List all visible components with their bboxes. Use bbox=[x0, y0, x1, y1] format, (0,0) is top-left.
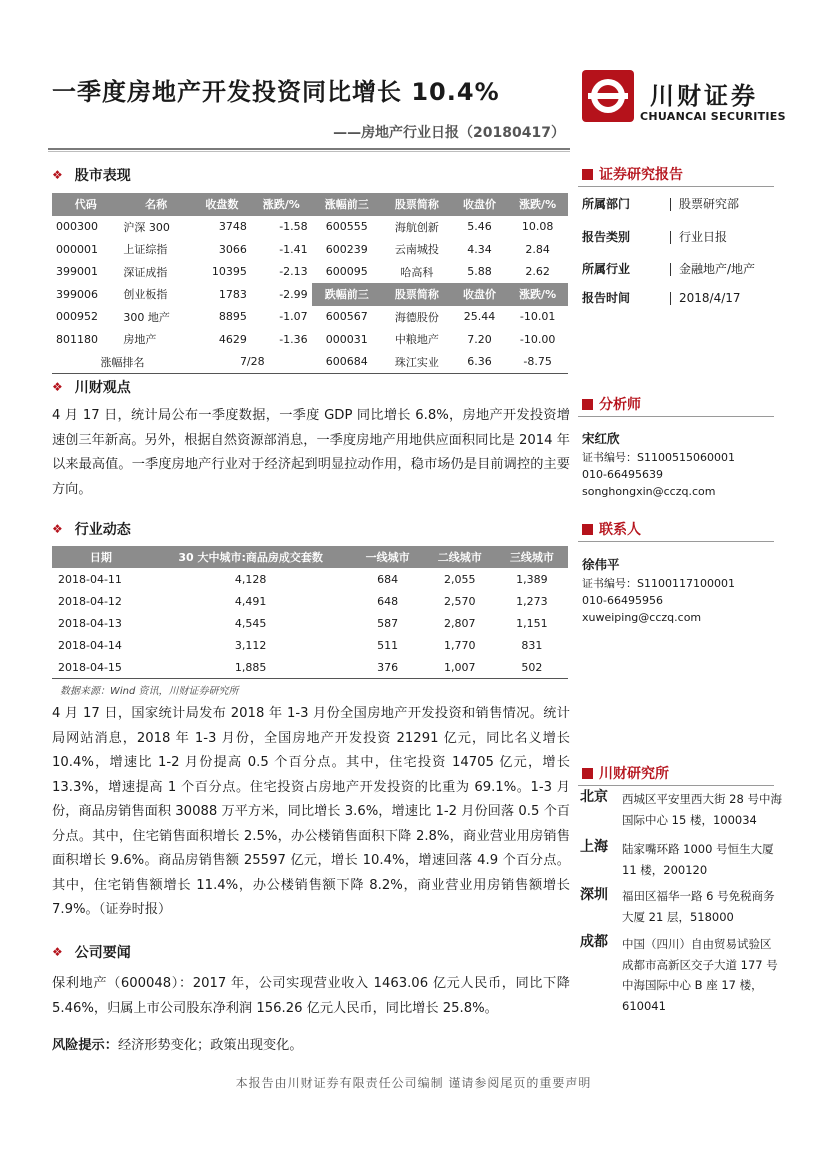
chuancai-logo-icon bbox=[582, 70, 634, 122]
index-name: 深证成指 bbox=[123, 265, 168, 279]
meta-value: 2018/4/17 bbox=[670, 292, 741, 305]
index-change: -1.41 bbox=[279, 242, 308, 256]
table-row bbox=[52, 351, 568, 374]
col-header: 名称 bbox=[119, 193, 193, 216]
section-company-title: 公司要闻 bbox=[74, 945, 131, 961]
sidebar-section-institute-title: 川财研究所 bbox=[599, 766, 669, 782]
col-header: 三线城市 bbox=[496, 546, 568, 568]
index-close: 3748 bbox=[218, 220, 247, 234]
tier2-cell: 2,807 bbox=[443, 616, 476, 630]
meta-value: 金融地产/地产 bbox=[670, 263, 755, 276]
data-source-note: 数据来源：Wind 资讯，川财证券研究所 bbox=[60, 686, 239, 697]
col-header: 涨跌/% bbox=[507, 193, 568, 216]
risk-label: 风险提示： bbox=[52, 1038, 118, 1053]
analyst-phone: 010-66495639 bbox=[582, 468, 663, 481]
square-bullet-icon bbox=[582, 169, 593, 180]
view-paragraph: 4 月 17 日，统计局公布一季度数据，一季度 GDP 同比增长 6.8%，房地产开发投资增速创三年新高。另外，根据自然资源部消息，一季度房地产用地供应面积同比是 2014 年以来最高值。一季度房地产行业对于经济起到明显拉动作用，稳市场仍是目前调控的主要方向。 bbox=[52, 408, 570, 497]
loser-name: 珠江实业 bbox=[394, 355, 439, 369]
loser-name: 中粮地产 bbox=[394, 333, 439, 347]
tier1-cell: 376 bbox=[377, 660, 399, 674]
analyst-cert: 证书编号：S1100515060001 bbox=[582, 451, 735, 464]
index-change: -2.99 bbox=[279, 287, 308, 301]
col-header: 30 大中城市:商品房成交套数 bbox=[150, 546, 352, 568]
gainer-name: 哈高科 bbox=[400, 265, 434, 279]
section-view-title: 川财观点 bbox=[74, 380, 131, 396]
index-close: 8895 bbox=[218, 310, 247, 324]
date-cell: 2018-04-11 bbox=[58, 572, 122, 586]
gainer-code: 600555 bbox=[325, 220, 368, 234]
tier1-cell: 648 bbox=[377, 594, 399, 608]
date-cell: 2018-04-15 bbox=[58, 660, 122, 674]
tier1-cell: 684 bbox=[377, 572, 399, 586]
office-address: 中国（四川）自由贸易试验区成都市高新区交子大道 177 号中海国际中心 B 座 17 楼，610041 bbox=[622, 937, 778, 1013]
col-header: 收盘数 bbox=[193, 193, 251, 216]
meta-label: 所属行业 bbox=[582, 262, 631, 276]
col-header: 涨跌/% bbox=[251, 193, 312, 216]
gainer-change: 2.62 bbox=[525, 265, 550, 279]
total-cell: 3,112 bbox=[234, 638, 267, 652]
loser-change: -8.75 bbox=[523, 355, 552, 369]
section-view bbox=[52, 377, 131, 397]
index-code: 801180 bbox=[56, 332, 98, 346]
meta-label: 所属部门 bbox=[582, 197, 631, 211]
loser-name: 海德股份 bbox=[394, 310, 439, 324]
square-bullet-icon bbox=[582, 768, 593, 779]
market-table bbox=[52, 193, 568, 374]
gainer-change: 10.08 bbox=[521, 220, 554, 234]
index-close: 10395 bbox=[211, 265, 247, 279]
office-city: 成都 bbox=[580, 934, 608, 950]
total-cell: 4,491 bbox=[234, 594, 267, 608]
industry-news-paragraph: 4 月 17 日，国家统计局发布 2018 年 1-3 月份全国房地产开发投资和销售情况。统计局网站消息，2018 年 1-3 月份，全国房地产开发投资 21291 亿元，同比名义增长 10.4%，增速比 1-2 月份提高 0.5 个百分点。其中，住宅投资 14705 亿元，增长 13.3%，增速提高 1 个百分点。住宅投资占房地产开发投资的比重为 69.1%。1-3 月份，商品房销售面积 30088 万平方米，同比增长 3.6%，增速比 1-2 月份回落 0.5 个百分点。其中，住宅销售面积增长 2.5%，办公楼销售面积下降 2.8%，商业营业用房销售面积增长 9.6%。商品房销售额 25597 亿元，增长 10.4%，增速回落 4.9 个百分点。其中，住宅销售额增长 11.4%，办公楼销售额下降 8.2%，商业营业用房销售额增长 7.9%。（证券时报） bbox=[52, 706, 570, 917]
index-code: 000300 bbox=[56, 220, 98, 234]
loser-code: 600684 bbox=[325, 355, 368, 369]
diamond-bullet-icon: ❖ bbox=[52, 168, 63, 182]
tier2-cell: 1,770 bbox=[443, 638, 476, 652]
analyst-name: 宋红欣 bbox=[582, 431, 620, 446]
table-row bbox=[52, 306, 568, 329]
sidebar-section-contact bbox=[582, 519, 641, 539]
tier2-cell: 2,570 bbox=[443, 594, 476, 608]
risk-note bbox=[52, 1034, 303, 1053]
contact-phone: 010-66495956 bbox=[582, 594, 663, 607]
gainer-name: 云南城投 bbox=[394, 243, 439, 257]
square-bullet-icon bbox=[582, 399, 593, 410]
col-header: 日期 bbox=[52, 546, 150, 568]
tier2-cell: 1,007 bbox=[443, 660, 476, 674]
contact-card bbox=[582, 556, 735, 626]
tier3-cell: 502 bbox=[521, 660, 543, 674]
index-name: 300 地产 bbox=[123, 310, 170, 324]
table-row bbox=[52, 656, 568, 679]
sidebar-section-institute bbox=[582, 763, 669, 783]
sidebar-section-analyst-title: 分析师 bbox=[599, 397, 641, 413]
col-header: 一线城市 bbox=[352, 546, 424, 568]
section-market bbox=[52, 165, 131, 185]
sidebar-section-report bbox=[582, 164, 683, 184]
footer-disclaimer: 本报告由川财证券有限责任公司编制 谨请参阅尾页的重要声明 bbox=[235, 1076, 592, 1090]
date-cell: 2018-04-13 bbox=[58, 616, 122, 630]
office-city: 上海 bbox=[580, 839, 608, 855]
col-header: 收盘价 bbox=[452, 193, 507, 216]
meta-value: 行业日报 bbox=[670, 231, 727, 244]
index-close: 4629 bbox=[218, 332, 247, 346]
square-bullet-icon bbox=[582, 524, 593, 535]
table-row bbox=[52, 612, 568, 634]
gainer-code: 600095 bbox=[325, 265, 368, 279]
index-close: 1783 bbox=[218, 287, 247, 301]
title-divider bbox=[48, 148, 570, 150]
tier1-cell: 511 bbox=[377, 638, 399, 652]
total-cell: 4,545 bbox=[234, 616, 267, 630]
sidebar-divider bbox=[578, 541, 774, 542]
rank-label: 涨幅排名 bbox=[100, 355, 145, 369]
index-close: 3066 bbox=[218, 242, 247, 256]
sidebar-section-report-title: 证券研究报告 bbox=[599, 167, 683, 183]
loser-price: 6.36 bbox=[467, 355, 492, 369]
table-row bbox=[52, 590, 568, 612]
col-header: 股票简称 bbox=[382, 283, 452, 306]
table-row bbox=[52, 216, 568, 239]
tier2-cell: 2,055 bbox=[443, 572, 476, 586]
index-code: 000001 bbox=[56, 242, 98, 256]
loser-change: -10.00 bbox=[519, 332, 556, 346]
loser-code: 600567 bbox=[325, 310, 368, 324]
sidebar-section-contact-title: 联系人 bbox=[599, 522, 641, 538]
loser-change: -10.01 bbox=[519, 310, 556, 324]
logo-english-name: CHUANCAI SECURITIES bbox=[640, 110, 786, 123]
gainer-price: 5.46 bbox=[467, 220, 492, 234]
logo-chinese-name: 川财证券 bbox=[650, 82, 758, 110]
section-industry-title: 行业动态 bbox=[74, 522, 131, 538]
index-change: -1.07 bbox=[279, 310, 308, 324]
index-change: -1.58 bbox=[279, 220, 308, 234]
office-address: 福田区福华一路 6 号免税商务大厦 21 层，518000 bbox=[622, 889, 775, 924]
contact-name: 徐伟平 bbox=[582, 557, 620, 572]
gainer-name: 海航创新 bbox=[394, 220, 439, 234]
loser-price: 7.20 bbox=[467, 332, 492, 346]
industry-table bbox=[52, 546, 568, 679]
tier3-cell: 1,273 bbox=[516, 594, 548, 608]
table-row bbox=[52, 238, 568, 261]
date-cell: 2018-04-14 bbox=[58, 638, 122, 652]
table-row bbox=[52, 261, 568, 284]
index-name: 房地产 bbox=[123, 333, 157, 347]
loser-code: 000031 bbox=[325, 332, 368, 346]
contact-cert: 证书编号：S1100117100001 bbox=[582, 577, 735, 590]
table-row bbox=[52, 283, 568, 306]
loser-price: 25.44 bbox=[463, 310, 496, 324]
office-city: 深圳 bbox=[580, 887, 608, 903]
index-name: 创业板指 bbox=[123, 288, 168, 302]
tier3-cell: 831 bbox=[521, 638, 543, 652]
tier3-cell: 1,389 bbox=[516, 572, 548, 586]
table-row bbox=[52, 634, 568, 656]
title-divider-thin bbox=[48, 151, 570, 152]
report-title: 一季度房地产开发投资同比增长 10.4% bbox=[52, 78, 500, 106]
diamond-bullet-icon: ❖ bbox=[52, 380, 63, 394]
col-header: 跌幅前三 bbox=[312, 283, 382, 306]
index-name: 沪深 300 bbox=[123, 220, 170, 234]
section-company bbox=[52, 942, 131, 962]
sidebar-divider bbox=[578, 416, 774, 417]
tier1-cell: 587 bbox=[377, 616, 399, 630]
industry-table-header bbox=[52, 546, 568, 568]
col-header: 二线城市 bbox=[424, 546, 496, 568]
office-address: 陆家嘴环路 1000 号恒生大厦 11 楼，200120 bbox=[622, 842, 774, 877]
diamond-bullet-icon: ❖ bbox=[52, 945, 63, 959]
index-change: -2.13 bbox=[279, 265, 308, 279]
gainer-code: 600239 bbox=[325, 242, 368, 256]
index-code: 399006 bbox=[56, 287, 98, 301]
index-code: 000952 bbox=[56, 310, 98, 324]
analyst-email[interactable]: songhongxin@cczq.com bbox=[582, 485, 716, 498]
table-row bbox=[52, 328, 568, 351]
office-address: 西城区平安里西大街 28 号中海国际中心 15 楼，100034 bbox=[622, 792, 782, 827]
index-code: 399001 bbox=[56, 265, 98, 279]
risk-text: 经济形势变化；政策出现变化。 bbox=[117, 1038, 303, 1053]
section-industry bbox=[52, 519, 131, 539]
contact-email[interactable]: xuweiping@cczq.com bbox=[582, 611, 702, 624]
col-header: 收盘价 bbox=[452, 283, 507, 306]
gainer-change: 2.84 bbox=[525, 242, 550, 256]
report-subtitle: ——房地产行业日报（20180417） bbox=[333, 125, 565, 141]
col-header: 涨幅前三 bbox=[312, 193, 382, 216]
gainer-price: 4.34 bbox=[467, 242, 492, 256]
company-paragraph: 保利地产（600048）：2017 年，公司实现营业收入 1463.06 亿元人民币，同比下降 5.46%，归属上市公司股东净利润 156.26 亿元人民币，同比增长 25.8%。 bbox=[52, 976, 570, 1016]
market-table-header bbox=[52, 193, 568, 216]
total-cell: 1,885 bbox=[234, 660, 267, 674]
meta-label: 报告类别 bbox=[582, 230, 631, 244]
tier3-cell: 1,151 bbox=[516, 616, 548, 630]
date-cell: 2018-04-12 bbox=[58, 594, 122, 608]
diamond-bullet-icon: ❖ bbox=[52, 522, 63, 536]
total-cell: 4,128 bbox=[234, 572, 267, 586]
meta-label: 报告时间 bbox=[582, 291, 631, 305]
rank-value: 7/28 bbox=[239, 355, 265, 369]
col-header: 涨跌/% bbox=[507, 283, 568, 306]
index-name: 上证综指 bbox=[123, 243, 168, 257]
gainer-price: 5.88 bbox=[467, 265, 492, 279]
section-market-title: 股市表现 bbox=[74, 168, 131, 184]
analyst-card bbox=[582, 430, 735, 500]
sidebar-divider bbox=[578, 186, 774, 187]
col-header: 股票简称 bbox=[382, 193, 452, 216]
table-row bbox=[52, 568, 568, 590]
index-change: -1.36 bbox=[279, 332, 308, 346]
sidebar-section-analyst bbox=[582, 394, 641, 414]
col-header: 代码 bbox=[52, 193, 119, 216]
office-city: 北京 bbox=[580, 789, 608, 805]
meta-value: 股票研究部 bbox=[670, 198, 739, 211]
